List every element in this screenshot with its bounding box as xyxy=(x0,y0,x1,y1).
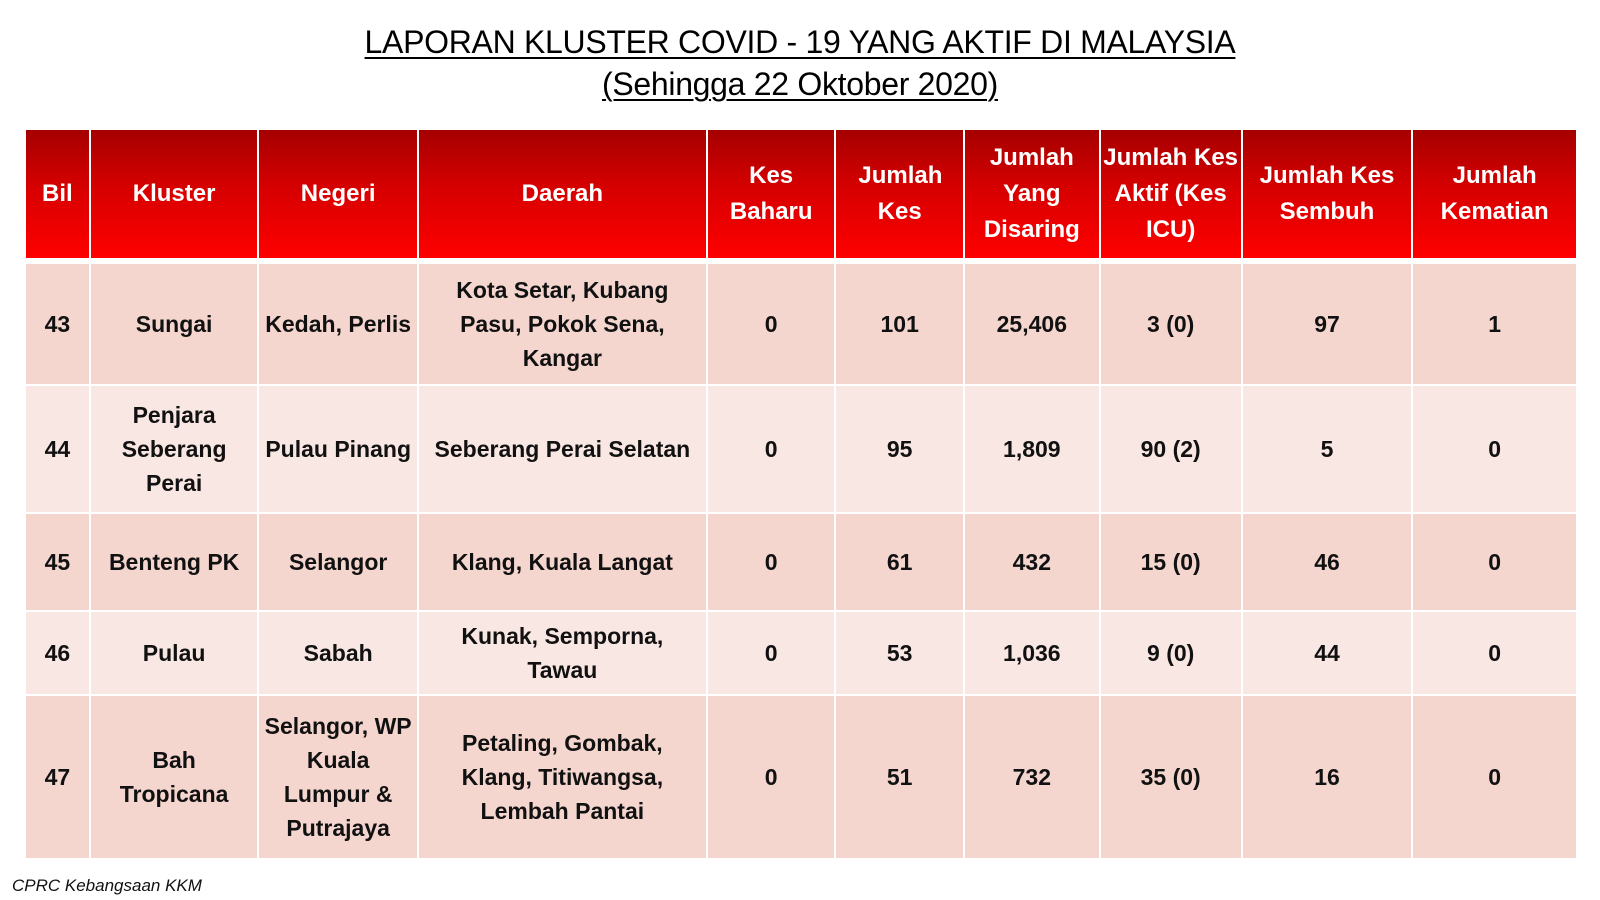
cell-kes-aktif: 90 (2) xyxy=(1100,385,1242,513)
cell-kes-sembuh: 97 xyxy=(1242,261,1413,385)
header-bil: Bil xyxy=(25,129,90,261)
cell-kes-baharu: 0 xyxy=(707,611,836,695)
header-kes-sembuh: Jumlah Kes Sembuh xyxy=(1242,129,1413,261)
cell-jumlah-disaring: 732 xyxy=(964,695,1100,859)
cluster-table xyxy=(24,128,1578,860)
cell-kes-sembuh: 46 xyxy=(1242,513,1413,611)
cell-jumlah-kes: 53 xyxy=(835,611,964,695)
cell-bil: 46 xyxy=(25,611,90,695)
cell-jumlah-disaring: 25,406 xyxy=(964,261,1100,385)
header-kematian: Jumlah Kematian xyxy=(1412,129,1577,261)
cell-kematian: 1 xyxy=(1412,261,1577,385)
cell-bil: 45 xyxy=(25,513,90,611)
cell-jumlah-kes: 61 xyxy=(835,513,964,611)
cell-jumlah-kes: 95 xyxy=(835,385,964,513)
cell-kes-baharu: 0 xyxy=(707,385,836,513)
cell-kes-aktif: 3 (0) xyxy=(1100,261,1242,385)
cell-daerah: Kunak, Semporna, Tawau xyxy=(418,611,707,695)
cell-daerah: Petaling, Gombak, Klang, Titiwangsa, Lembah Pantai xyxy=(418,695,707,859)
cell-kes-sembuh: 16 xyxy=(1242,695,1413,859)
cell-kluster: Sungai xyxy=(90,261,259,385)
cell-kematian: 0 xyxy=(1412,611,1577,695)
table-row xyxy=(25,611,1577,695)
report-title: LAPORAN KLUSTER COVID - 19 YANG AKTIF DI MALAYSIA xyxy=(364,24,1236,60)
cell-negeri: Selangor, WP Kuala Lumpur & Putrajaya xyxy=(258,695,417,859)
cell-kes-aktif: 35 (0) xyxy=(1100,695,1242,859)
cell-jumlah-kes: 51 xyxy=(835,695,964,859)
cell-kes-aktif: 9 (0) xyxy=(1100,611,1242,695)
cell-kluster: Pulau xyxy=(90,611,259,695)
cell-negeri: Kedah, Perlis xyxy=(258,261,417,385)
cell-daerah: Seberang Perai Selatan xyxy=(418,385,707,513)
source-footer: CPRC Kebangsaan KKM xyxy=(12,876,202,895)
table-row xyxy=(25,513,1577,611)
cell-kematian: 0 xyxy=(1412,385,1577,513)
header-kes-baharu: Kes Baharu xyxy=(707,129,836,261)
table-row xyxy=(25,695,1577,859)
cell-negeri: Sabah xyxy=(258,611,417,695)
header-jumlah-disaring: Jumlah Yang Disaring xyxy=(964,129,1100,261)
cell-kluster: Bah Tropicana xyxy=(90,695,259,859)
table-row xyxy=(25,261,1577,385)
cell-kematian: 0 xyxy=(1412,695,1577,859)
cell-kes-sembuh: 44 xyxy=(1242,611,1413,695)
cell-negeri: Pulau Pinang xyxy=(258,385,417,513)
cell-bil: 47 xyxy=(25,695,90,859)
table-header-row xyxy=(25,129,1577,261)
cell-kes-sembuh: 5 xyxy=(1242,385,1413,513)
header-jumlah-kes: Jumlah Kes xyxy=(835,129,964,261)
cell-kluster: Penjara Seberang Perai xyxy=(90,385,259,513)
cell-daerah: Kota Setar, Kubang Pasu, Pokok Sena, Kangar xyxy=(418,261,707,385)
cell-jumlah-disaring: 432 xyxy=(964,513,1100,611)
header-kes-aktif: Jumlah Kes Aktif (Kes ICU) xyxy=(1100,129,1242,261)
cell-kluster: Benteng PK xyxy=(90,513,259,611)
cell-kes-baharu: 0 xyxy=(707,261,836,385)
report-date-subtitle: (Sehingga 22 Oktober 2020) xyxy=(601,66,999,102)
header-daerah: Daerah xyxy=(418,129,707,261)
cell-negeri: Selangor xyxy=(258,513,417,611)
cell-bil: 43 xyxy=(25,261,90,385)
header-negeri: Negeri xyxy=(258,129,417,261)
cell-kematian: 0 xyxy=(1412,513,1577,611)
table-row xyxy=(25,385,1577,513)
cell-jumlah-kes: 101 xyxy=(835,261,964,385)
cell-kes-aktif: 15 (0) xyxy=(1100,513,1242,611)
cell-jumlah-disaring: 1,036 xyxy=(964,611,1100,695)
cell-bil: 44 xyxy=(25,385,90,513)
cell-kes-baharu: 0 xyxy=(707,513,836,611)
cell-kes-baharu: 0 xyxy=(707,695,836,859)
header-kluster: Kluster xyxy=(90,129,259,261)
cell-daerah: Klang, Kuala Langat xyxy=(418,513,707,611)
cell-jumlah-disaring: 1,809 xyxy=(964,385,1100,513)
